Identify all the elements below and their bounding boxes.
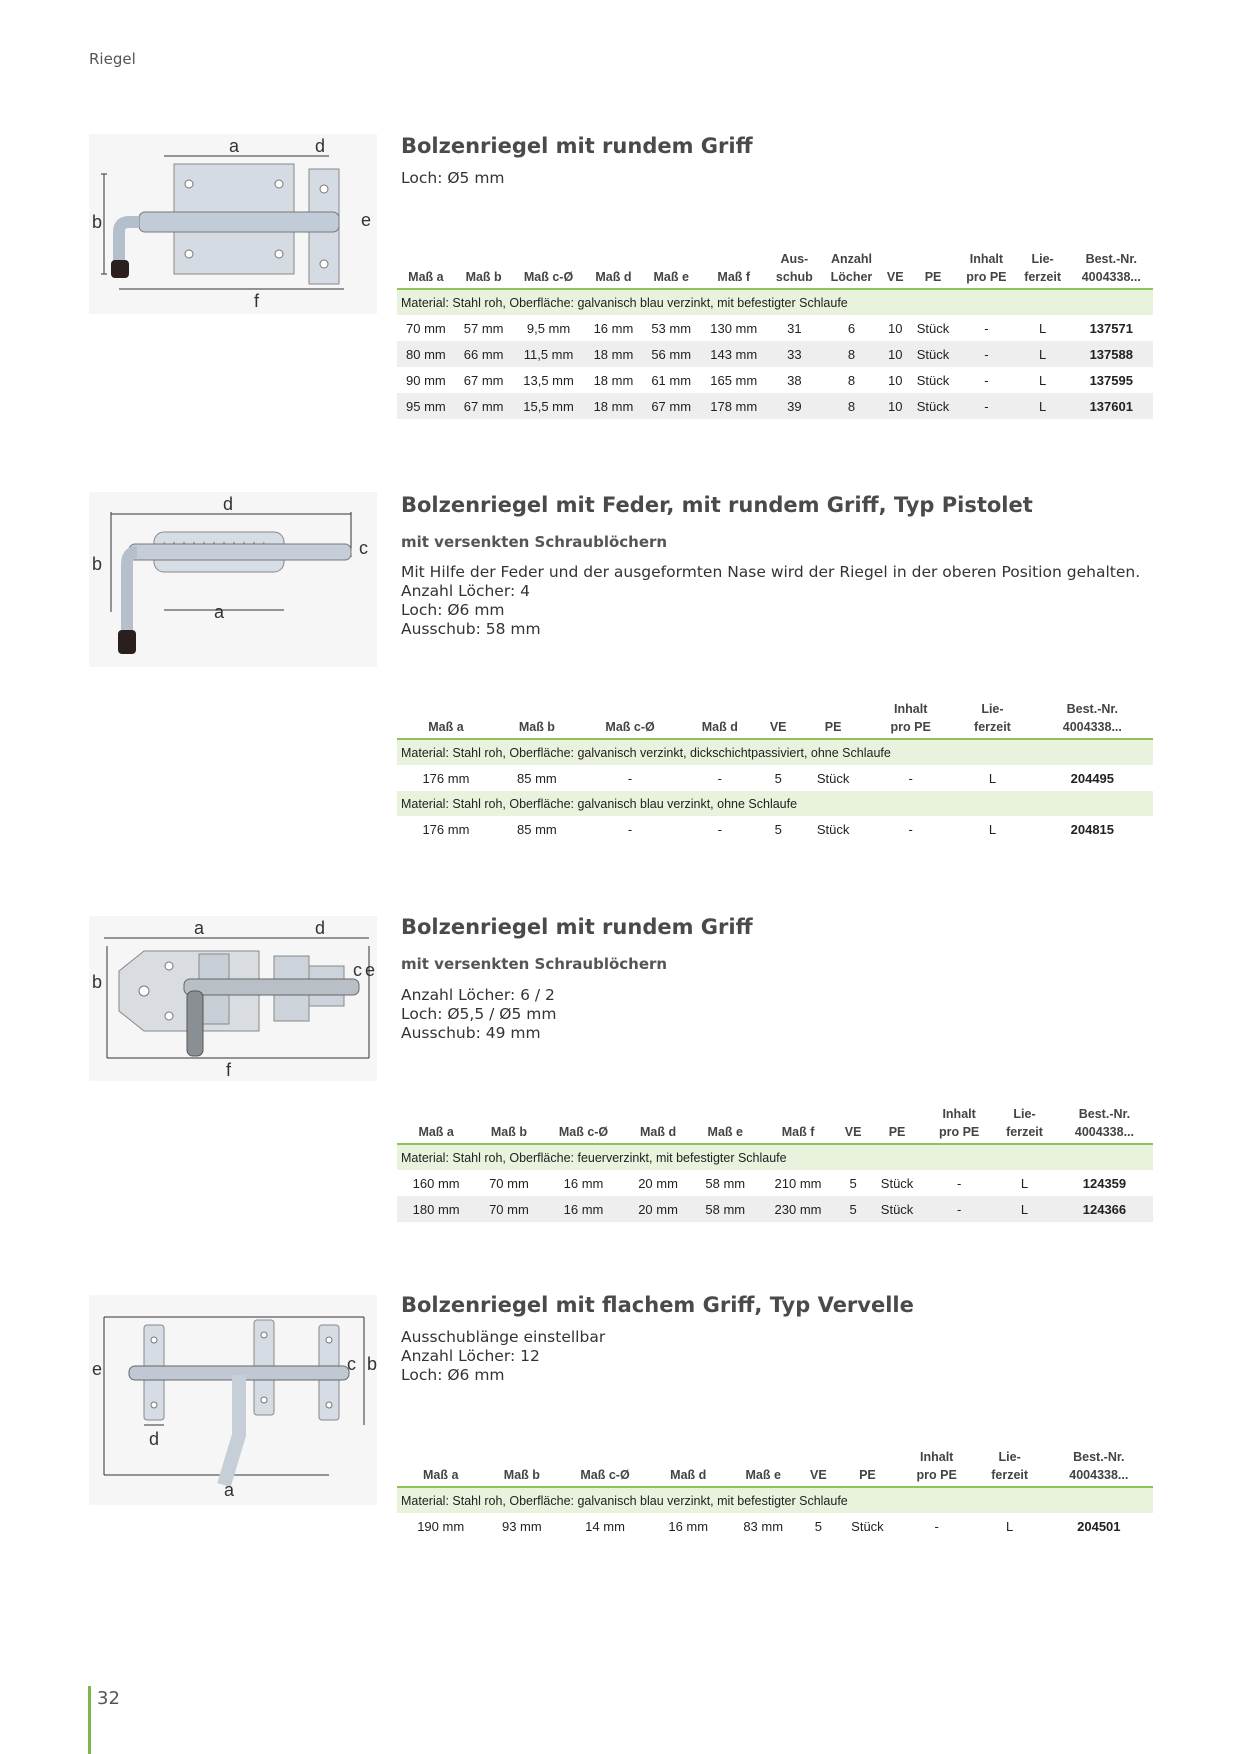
table-cell: - bbox=[957, 393, 1016, 419]
table-cell: 16 mm bbox=[543, 1196, 625, 1222]
table-cell: L bbox=[993, 1196, 1056, 1222]
image-label: b bbox=[92, 554, 103, 574]
table-cell: 85 mm bbox=[517, 821, 557, 837]
table-row bbox=[397, 1513, 1153, 1539]
table-cell: 143 mm bbox=[700, 341, 767, 367]
product-image-2 bbox=[89, 492, 377, 667]
product-table-3 bbox=[397, 1101, 1153, 1222]
product-details bbox=[401, 169, 505, 188]
table-cell: 180 mm bbox=[397, 1196, 475, 1222]
column-header: Maß c-Ø bbox=[580, 1468, 630, 1482]
table-cell: 130 mm bbox=[710, 320, 758, 336]
order-number: 124366 bbox=[1056, 1196, 1153, 1222]
table-cell: 16 mm bbox=[563, 1175, 604, 1191]
column-header: Maß c-Ø bbox=[605, 720, 655, 734]
table-cell: - bbox=[934, 1518, 939, 1534]
product-details bbox=[401, 986, 556, 1043]
table-cell: 9,5 mm bbox=[526, 320, 571, 336]
table-cell: - bbox=[717, 821, 722, 837]
table-cell: 70 mm bbox=[406, 320, 446, 336]
detail-line: Anzahl Löcher: 12 bbox=[401, 1347, 540, 1365]
column-header: Maß d bbox=[595, 270, 632, 284]
table-cell: - bbox=[984, 372, 989, 388]
material-row: Material: Stahl roh, Oberfläche: galvanisch blau verzinkt, mit befestigter Schlaufe bbox=[397, 289, 1153, 315]
product-table-4 bbox=[397, 1444, 1153, 1539]
column-header: PE bbox=[824, 720, 842, 734]
table-cell: 58 mm bbox=[705, 1175, 746, 1191]
image-label: b bbox=[92, 972, 103, 992]
table-cell: - bbox=[908, 821, 913, 837]
table-cell: Stück bbox=[869, 1196, 925, 1222]
table-cell: 15,5 mm bbox=[513, 393, 585, 419]
table-cell: L bbox=[1006, 1518, 1014, 1534]
table-cell: 56 mm bbox=[642, 341, 700, 367]
image-label: a bbox=[194, 918, 205, 938]
table-cell: 230 mm bbox=[759, 1196, 837, 1222]
table-cell: 38 bbox=[787, 372, 802, 388]
table-cell: Stück bbox=[816, 821, 850, 837]
table-cell: 70 mm bbox=[475, 1196, 542, 1222]
column-header: Best.-Nr. 4004338... bbox=[1069, 1450, 1129, 1482]
table-cell: - bbox=[957, 341, 1016, 367]
image-label: d bbox=[315, 918, 326, 938]
column-header: VE bbox=[810, 1468, 827, 1482]
table-cell: 8 bbox=[821, 341, 881, 367]
column-header: VE bbox=[769, 720, 787, 734]
image-label: f bbox=[254, 291, 260, 311]
image-label: b bbox=[367, 1354, 377, 1374]
table-cell: 5 bbox=[814, 1518, 823, 1534]
table-cell: 8 bbox=[821, 393, 881, 419]
table-cell: 18 mm bbox=[585, 393, 643, 419]
table-cell: 18 mm bbox=[593, 372, 634, 388]
table-cell: L bbox=[1038, 372, 1047, 388]
material-row: Material: Stahl roh, Oberfläche: galvanisch blau verzinkt, ohne Schlaufe bbox=[397, 791, 1153, 816]
table-cell: L bbox=[1016, 341, 1070, 367]
image-label: a bbox=[214, 602, 225, 622]
table-cell: Stück bbox=[916, 320, 950, 336]
table-row bbox=[397, 367, 1153, 393]
table-cell: - bbox=[627, 821, 633, 837]
table-cell: Stück bbox=[851, 1518, 884, 1534]
column-header: Maß a bbox=[422, 1468, 459, 1482]
table-cell: 58 mm bbox=[692, 1196, 759, 1222]
image-label: f bbox=[226, 1060, 232, 1080]
table-cell: L bbox=[988, 821, 997, 837]
detail-line: Mit Hilfe der Feder und der ausgeformten Nase wird der Riegel in der oberen Position gehalten. bbox=[401, 563, 1141, 581]
column-header: Maß a bbox=[418, 1125, 454, 1139]
image-label: d bbox=[223, 494, 234, 514]
image-label: e bbox=[365, 960, 376, 980]
page-number: 32 bbox=[97, 1688, 120, 1709]
table-cell: 8 bbox=[847, 372, 856, 388]
product-image-3 bbox=[89, 916, 377, 1081]
table-cell: 160 mm bbox=[412, 1175, 460, 1191]
table-cell: 90 mm bbox=[406, 372, 446, 388]
table-cell: 10 bbox=[882, 393, 909, 419]
detail-line: Loch: Ø6 mm bbox=[401, 601, 505, 619]
table-cell: 20 mm bbox=[624, 1196, 691, 1222]
column-header: Maß f bbox=[781, 1125, 815, 1139]
table-cell: 10 bbox=[888, 372, 903, 388]
order-number: 137601 bbox=[1070, 393, 1153, 419]
material-row: Material: Stahl roh, Oberfläche: galvanisch blau verzinkt, mit befestigter Schlaufe bbox=[397, 1487, 1153, 1513]
product-details bbox=[401, 1328, 605, 1385]
column-header: Inhalt pro PE bbox=[966, 252, 1007, 284]
table-cell: 18 mm bbox=[585, 341, 643, 367]
column-header: Maß d bbox=[670, 1468, 707, 1482]
column-header: Lie- ferzeit bbox=[991, 1450, 1029, 1482]
detail-line: Loch: Ø5 mm bbox=[401, 169, 505, 187]
table-cell: - bbox=[956, 1175, 962, 1191]
table-cell: 67 mm bbox=[642, 393, 700, 419]
detail-line: Ausschub: 49 mm bbox=[401, 1024, 541, 1042]
table-row bbox=[397, 816, 1153, 842]
table-cell: Stück bbox=[816, 770, 850, 786]
table-cell: 67 mm bbox=[463, 372, 504, 388]
product-subtitle: mit versenkten Schraublöchern bbox=[401, 533, 668, 551]
table-cell: 39 bbox=[767, 393, 821, 419]
column-header: VE bbox=[844, 1125, 862, 1139]
table-cell: 33 bbox=[767, 341, 821, 367]
column-header: Maß e bbox=[653, 270, 689, 284]
table-cell: 10 bbox=[882, 341, 909, 367]
table-cell: 93 mm bbox=[501, 1518, 542, 1534]
table-cell: 16 mm bbox=[593, 320, 634, 336]
table-row bbox=[397, 341, 1153, 367]
table-cell: 53 mm bbox=[651, 320, 692, 336]
page-marker bbox=[88, 1686, 91, 1754]
table-cell: Stück bbox=[916, 372, 950, 388]
table-row bbox=[397, 393, 1153, 419]
product-title: Bolzenriegel mit Feder, mit rundem Griff, Typ Pistolet bbox=[401, 493, 1033, 517]
image-label: a bbox=[224, 1480, 235, 1500]
table-cell: 5 bbox=[837, 1196, 869, 1222]
table-cell: 14 mm bbox=[585, 1518, 625, 1534]
column-header: Maß f bbox=[717, 270, 751, 284]
column-header: Inhalt pro PE bbox=[916, 1450, 957, 1482]
column-header: Best.-Nr. 4004338... bbox=[1062, 702, 1122, 734]
table-cell: 210 mm bbox=[774, 1175, 822, 1191]
column-header: Maß d bbox=[640, 1125, 677, 1139]
image-label: e bbox=[361, 210, 372, 230]
image-label: d bbox=[149, 1429, 160, 1449]
column-header: PE bbox=[859, 1468, 876, 1482]
column-header: Maß b bbox=[490, 1125, 527, 1139]
column-header: Aus- schub bbox=[775, 252, 813, 284]
image-label: c bbox=[347, 1354, 356, 1374]
image-label: a bbox=[229, 136, 240, 156]
column-header: Lie- ferzeit bbox=[1024, 252, 1062, 284]
table-cell: Stück bbox=[909, 393, 957, 419]
order-number: 204495 bbox=[1070, 770, 1115, 786]
product-image-1 bbox=[89, 134, 377, 314]
table-cell: 10 bbox=[888, 320, 903, 336]
table-cell: 13,5 mm bbox=[523, 372, 574, 388]
material-row: Material: Stahl roh, Oberfläche: galvanisch verzinkt, dickschichtpassiviert, ohne Schlaufe bbox=[397, 739, 1153, 765]
table-cell: 5 bbox=[774, 770, 782, 786]
table-cell: 67 mm bbox=[455, 393, 513, 419]
table-cell: Stück bbox=[909, 341, 957, 367]
column-header: Inhalt pro PE bbox=[890, 702, 931, 734]
detail-line: Ausschub: 58 mm bbox=[401, 620, 541, 638]
column-header: Maß c-Ø bbox=[558, 1125, 609, 1139]
table-cell: 95 mm bbox=[397, 393, 455, 419]
table-cell: L bbox=[1016, 393, 1070, 419]
table-cell: 5 bbox=[849, 1175, 857, 1191]
order-number: 137595 bbox=[1089, 372, 1133, 388]
table-cell: 16 mm bbox=[668, 1518, 709, 1534]
detail-line: Loch: Ø5,5 / Ø5 mm bbox=[401, 1005, 557, 1023]
product-title: Bolzenriegel mit rundem Griff bbox=[401, 915, 753, 939]
table-cell: 5 bbox=[774, 821, 782, 837]
image-label: b bbox=[92, 212, 103, 232]
order-number: 137588 bbox=[1070, 341, 1153, 367]
product-table-2 bbox=[397, 696, 1153, 842]
column-header: Best.-Nr. 4004338... bbox=[1074, 1107, 1134, 1139]
order-number: 124359 bbox=[1082, 1175, 1127, 1191]
product-title: Bolzenriegel mit flachem Griff, Typ Vervelle bbox=[401, 1293, 914, 1317]
column-header: Anzahl Löcher bbox=[830, 252, 873, 284]
column-header: Maß a bbox=[428, 720, 464, 734]
table-cell: 165 mm bbox=[710, 372, 758, 388]
table-cell: 31 bbox=[787, 320, 802, 336]
table-cell: 190 mm bbox=[417, 1518, 465, 1534]
detail-line: Anzahl Löcher: 6 / 2 bbox=[401, 986, 555, 1004]
column-header: Best.-Nr. 4004338... bbox=[1081, 252, 1141, 284]
table-cell: - bbox=[717, 770, 722, 786]
table-cell: - bbox=[627, 770, 633, 786]
table-row bbox=[397, 1170, 1153, 1196]
table-cell: 70 mm bbox=[489, 1175, 529, 1191]
product-subtitle: mit versenkten Schraublöchern bbox=[401, 955, 668, 973]
image-label: c bbox=[353, 960, 362, 980]
table-cell: 6 bbox=[847, 320, 856, 336]
table-cell: L bbox=[1020, 1175, 1029, 1191]
table-cell: 85 mm bbox=[517, 770, 557, 786]
column-header: PE bbox=[924, 270, 942, 284]
table-cell: 83 mm bbox=[743, 1518, 784, 1534]
table-cell: - bbox=[925, 1196, 993, 1222]
order-number: 137571 bbox=[1089, 320, 1133, 336]
column-header: Lie- ferzeit bbox=[1006, 1107, 1043, 1139]
column-header: PE bbox=[888, 1125, 906, 1139]
column-header: Maß c-Ø bbox=[523, 270, 574, 284]
column-header: Inhalt pro PE bbox=[938, 1107, 980, 1139]
table-cell: 176 mm bbox=[422, 770, 470, 786]
image-label: c bbox=[359, 538, 368, 558]
product-details bbox=[401, 563, 1140, 639]
table-cell: 61 mm bbox=[651, 372, 692, 388]
table-cell: 178 mm bbox=[700, 393, 767, 419]
column-header: Maß a bbox=[408, 270, 444, 284]
detail-line: Ausschublänge einstellbar bbox=[401, 1328, 606, 1346]
table-cell: - bbox=[984, 320, 989, 336]
table-row bbox=[397, 765, 1153, 791]
section-header: Riegel bbox=[89, 50, 136, 68]
table-row bbox=[397, 1196, 1153, 1222]
detail-line: Anzahl Löcher: 4 bbox=[401, 582, 530, 600]
table-cell: 176 mm bbox=[422, 821, 470, 837]
material-row: Material: Stahl roh, Oberfläche: feuerverzinkt, mit befestigter Schlaufe bbox=[397, 1144, 1153, 1170]
table-cell: - bbox=[908, 770, 913, 786]
table-cell: L bbox=[1038, 320, 1047, 336]
product-table-1 bbox=[397, 246, 1153, 419]
column-header: Maß b bbox=[503, 1468, 540, 1482]
table-cell: 57 mm bbox=[463, 320, 504, 336]
column-header: Maß b bbox=[518, 720, 555, 734]
column-header: Lie- ferzeit bbox=[974, 702, 1011, 734]
column-header: Maß d bbox=[701, 720, 738, 734]
table-cell: L bbox=[988, 770, 997, 786]
column-header: Maß e bbox=[745, 1468, 781, 1482]
table-row bbox=[397, 315, 1153, 341]
order-number: 204815 bbox=[1070, 821, 1115, 837]
detail-line: Loch: Ø6 mm bbox=[401, 1366, 505, 1384]
product-image-4 bbox=[89, 1295, 377, 1505]
image-label: d bbox=[315, 136, 326, 156]
product-title: Bolzenriegel mit rundem Griff bbox=[401, 134, 753, 158]
table-cell: 20 mm bbox=[638, 1175, 678, 1191]
column-header: VE bbox=[886, 270, 904, 284]
table-cell: 11,5 mm bbox=[513, 341, 585, 367]
table-cell: 66 mm bbox=[455, 341, 513, 367]
table-cell: 80 mm bbox=[397, 341, 455, 367]
column-header: Maß b bbox=[465, 270, 502, 284]
table-cell: Stück bbox=[880, 1175, 914, 1191]
column-header: Maß e bbox=[707, 1125, 743, 1139]
order-number: 204501 bbox=[1077, 1518, 1121, 1534]
image-label: e bbox=[92, 1359, 103, 1379]
